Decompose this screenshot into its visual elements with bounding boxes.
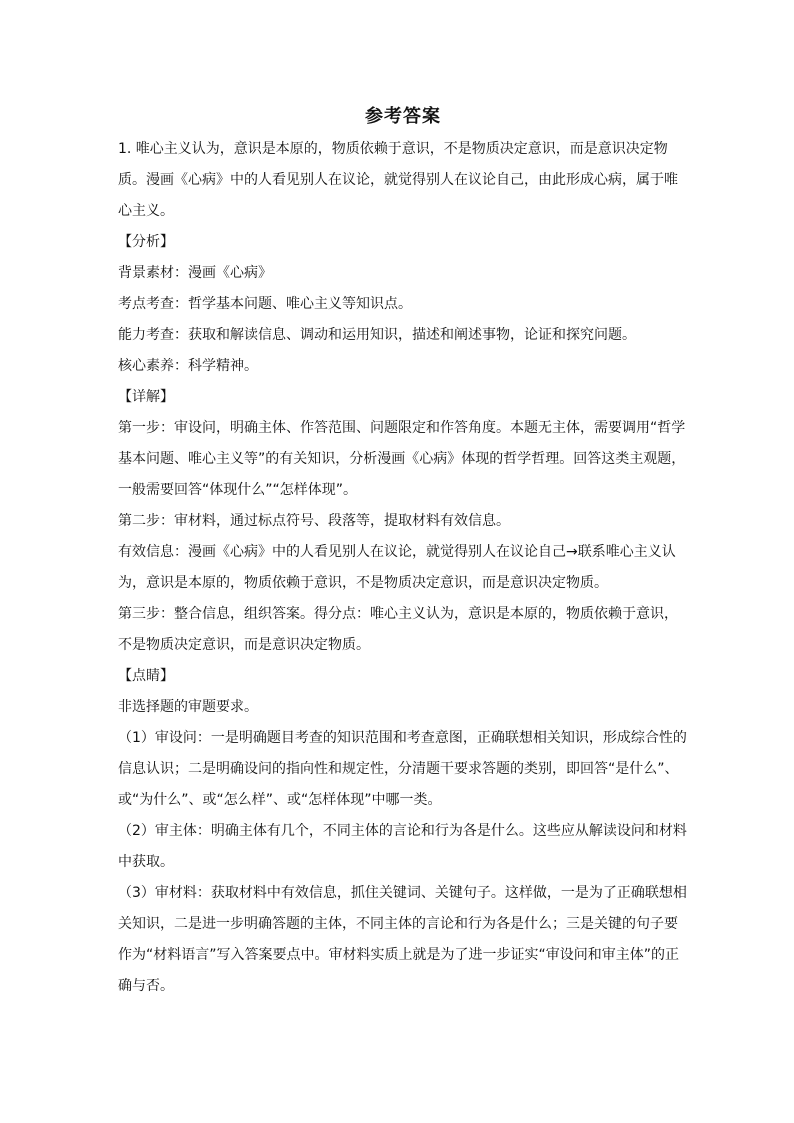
- background-material: 背景素材：漫画《心病》: [118, 265, 272, 281]
- step-one: 第一步：审设问，明确主体、作答范围、问题限定和作答角度。本题无主体，需要调用“哲学基本问题、唯心主义等”的有关知识，分析漫画《心病》体现的哲学哲理。回答这类主观题，一般需要回答“体现什么”“怎样体现”。: [118, 420, 686, 498]
- ability-check: 能力考查：获取和解读信息、调动和运用知识，描述和阐述事物，论证和探究问题。: [118, 327, 636, 343]
- step-two: 第二步：审材料，通过标点符号、段落等，提取材料有效信息。: [118, 513, 510, 529]
- page-title: 参考答案: [365, 106, 441, 127]
- exam-point: 考点考查：哲学基本问题、唯心主义等知识点。: [118, 296, 412, 312]
- requirement-2: （2）审主体：明确主体有几个，不同主体的言论和行为各是什么。这些应从解读设问和材料中获取。: [118, 823, 687, 870]
- step-three: 第三步：整合信息，组织答案。得分点：唯心主义认为，意识是本原的，物质依赖于意识，不是物质决定意识，而是意识决定物质。: [118, 606, 678, 653]
- core-literacy: 核心素养：科学精神。: [118, 358, 258, 374]
- answer-page: [118, 100, 688, 1002]
- requirement-3: （3）审材料：获取材料中有效信息，抓住关键词、关键句子。这样做，一是为了正确联想相关知识，二是进一步明确答题的主体，不同主体的言论和行为各是什么；三是关键的句子要作为“材料语言”写入答案要点中。审材料实质上就是为了进一步证实“审设问和审主体”的正确与否。: [118, 885, 687, 994]
- section-heading-key-points: 【点睛】: [118, 668, 174, 684]
- answer-paragraph: 1. 唯心主义认为，意识是本原的，物质依赖于意识，不是物质决定意识，而是意识决定物质。漫画《心病》中的人看见别人在议论，就觉得别人在议论自己，由此形成心病，属于唯心主义。: [118, 141, 678, 219]
- requirements-intro: 非选择题的审题要求。: [118, 699, 258, 715]
- section-heading-analysis: 【分析】: [118, 234, 174, 250]
- effective-info: 有效信息：漫画《心病》中的人看见别人在议论，就觉得别人在议论自己→联系唯心主义认为，意识是本原的，物质依赖于意识，不是物质决定意识，而是意识决定物质。: [118, 544, 676, 591]
- section-heading-detail: 【详解】: [118, 389, 174, 405]
- requirement-1: （1）审设问：一是明确题目考查的知识范围和考查意图，正确联想相关知识，形成综合性的信息认识；二是明确设问的指向性和规定性，分清题干要求答题的类别，即回答“是什么”、或“为什么”、或“怎么样”、或“怎样体现”中哪一类。: [118, 730, 687, 808]
